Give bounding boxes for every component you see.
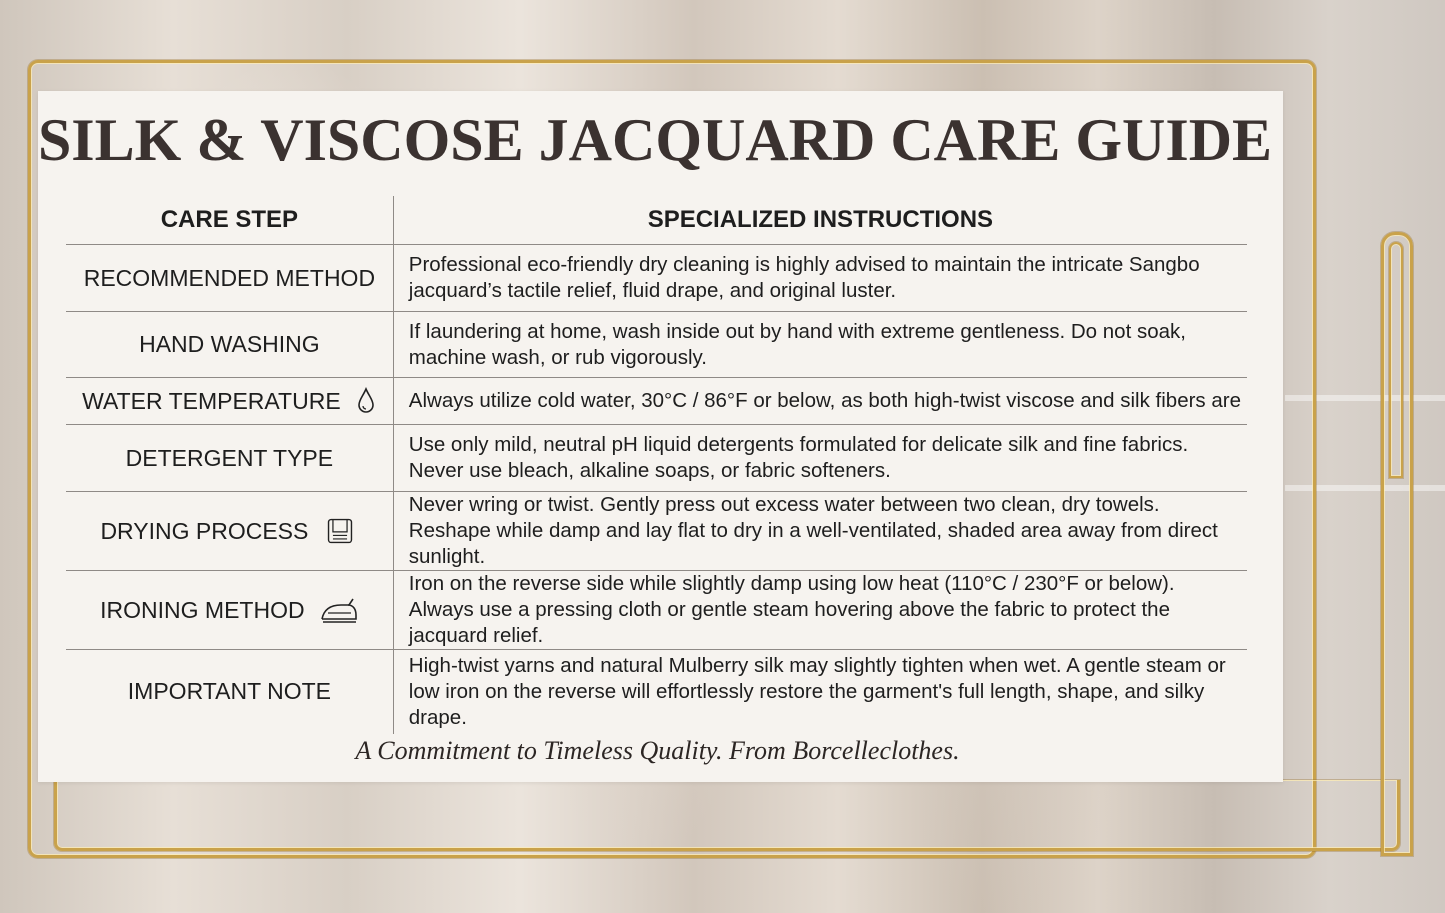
step-cell (66, 245, 393, 312)
step-label: WATER TEMPERATURE (82, 387, 341, 414)
instruction-cell: Use only mild, neutral pH liquid detergents formulated for delicate silk and fine fabrics. Never use bleach, alkaline soaps, or fabric softeners. (393, 425, 1247, 492)
gold-frame-side-inner (1389, 242, 1403, 478)
instruction-cell: Always utilize cold water, 30°C / 86°F or below, as both high-twist viscose and silk fibers are (393, 378, 1247, 425)
page-title: SILK & VISCOSE JACQUARD CARE GUIDE (37, 107, 1273, 173)
step-label: IRONING METHOD (100, 596, 305, 623)
table-header-row (66, 196, 1247, 245)
step-cell (66, 425, 393, 492)
step-cell (66, 378, 393, 425)
table-row (66, 492, 1247, 571)
step-label: RECOMMENDED METHOD (83, 264, 376, 291)
table-row (66, 312, 1247, 378)
step-cell (66, 492, 393, 571)
step-cell (66, 650, 393, 734)
step-cell (66, 312, 393, 378)
step-label: HAND WASHING (139, 331, 320, 357)
step-label: IMPORTANT NOTE (127, 678, 331, 705)
instruction-cell: Never wring or twist. Gently press out excess water between two clean, dry towels. Reshape while damp and lay flat to dry in a well-ventilated, shaded area away from direct sunlight. (393, 492, 1247, 571)
gold-frame-lower (54, 780, 1400, 851)
instruction-cell: Professional eco-friendly dry cleaning is highly advised to maintain the intricate Sangbo jacquard’s tactile relief, fluid drape, and original luster. (393, 245, 1247, 312)
step-cell (66, 571, 393, 650)
table-row (66, 378, 1247, 425)
table-row (66, 245, 1247, 312)
step-label: DRYING PROCESS (100, 517, 309, 544)
instruction-cell: Iron on the reverse side while slightly damp using low heat (110°C / 230°F or below). Always use a pressing cloth or gentle steam hovering above the fabric to protect the jacquard relief. (393, 571, 1247, 650)
header-instructions: SPECIALIZED INSTRUCTIONS (393, 196, 1247, 245)
instruction-cell: If laundering at home, wash inside out by hand with extreme gentleness. Do not soak, machine wash, or rub vigorously. (393, 312, 1247, 378)
drying-rack-icon (322, 516, 358, 546)
table-row (66, 571, 1247, 650)
instruction-cell: High-twist yarns and natural Mulberry silk may slightly tighten when wet. A gentle steam or low iron on the reverse will effortlessly restore the garment's full length, shape, and silky drape. (408, 653, 1226, 729)
care-table (66, 196, 1247, 734)
header-care-step: CARE STEP (66, 196, 393, 245)
step-label: DETERGENT TYPE (125, 444, 334, 471)
footer-tagline: A Commitment to Timeless Quality. From Borcelleclothes. (355, 736, 960, 765)
iron-icon (319, 595, 359, 625)
table-row (66, 650, 1247, 734)
table-row (66, 425, 1247, 492)
water-drop-icon (355, 387, 377, 415)
